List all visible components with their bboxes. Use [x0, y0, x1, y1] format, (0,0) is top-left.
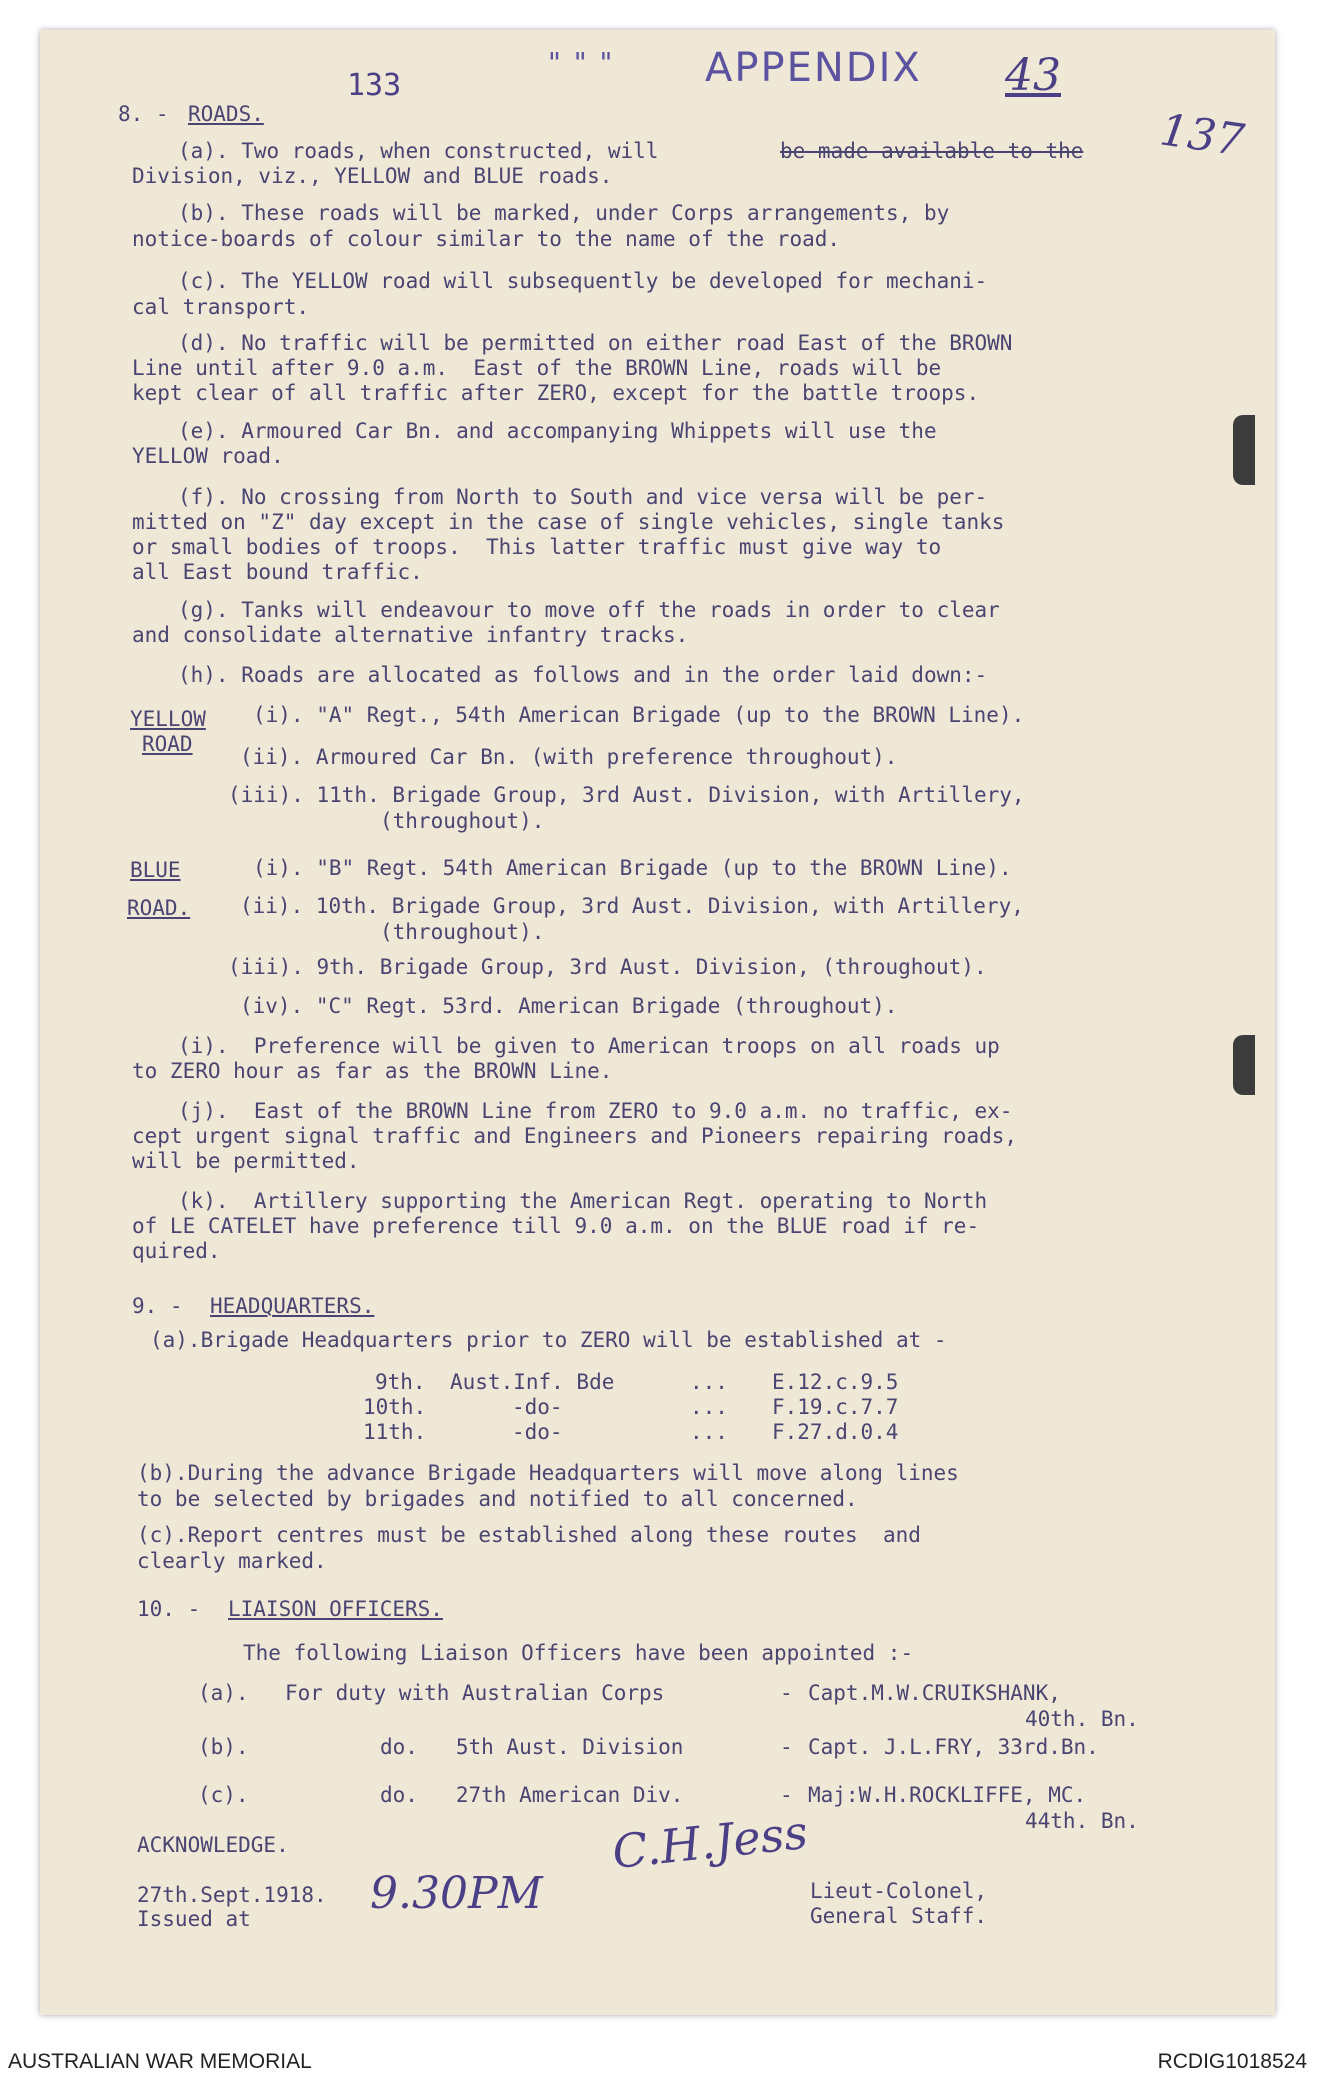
- liaison-duty: do. 5th Aust. Division: [380, 1735, 684, 1759]
- archive-credit: AUSTRALIAN WAR MEMORIAL: [8, 2050, 312, 2073]
- signatory-staff: General Staff.: [810, 1904, 988, 1928]
- hq-type: Aust.Inf. Bde: [450, 1370, 615, 1394]
- folio-number: 137: [1156, 104, 1248, 167]
- yellow-road-label-2: ROAD: [142, 732, 193, 756]
- section-10-title: LIAISON OFFICERS.: [228, 1597, 443, 1621]
- para-8b-line2: notice-boards of colour similar to the name of the road.: [132, 227, 841, 251]
- para-8k-line2: of LE CATELET have preference till 9.0 a.m. on the BLUE road if re-: [132, 1214, 980, 1238]
- blue-item-2: (ii). 10th. Brigade Group, 3rd Aust. Division, with Artillery,: [240, 894, 1024, 918]
- para-8k-line3: quired.: [132, 1239, 221, 1263]
- issue-time-handwritten: 9.30PM: [370, 1868, 543, 1919]
- para-8g-line1: (g). Tanks will endeavour to move off the roads in order to clear: [178, 598, 1000, 622]
- para-9a: (a).Brigade Headquarters prior to ZERO will be established at -: [150, 1328, 947, 1352]
- liaison-officer: Capt. J.L.FRY, 33rd.Bn.: [808, 1735, 1099, 1759]
- hq-dots: ...: [690, 1395, 728, 1419]
- blue-item-4: (iv). "C" Regt. 53rd. American Brigade (throughout).: [240, 994, 898, 1018]
- liaison-letter: (b).: [198, 1735, 249, 1759]
- para-8h: (h). Roads are allocated as follows and in the order laid down:-: [178, 663, 988, 687]
- para-8a-line2: Division, viz., YELLOW and BLUE roads.: [132, 164, 613, 188]
- page-number: 133: [347, 68, 402, 103]
- appendix-stamp: APPENDIX: [705, 45, 922, 91]
- para-8c-line1: (c). The YELLOW road will subsequently be developed for mechani-: [178, 269, 988, 293]
- para-8j-line2: cept urgent signal traffic and Engineers and Pioneers repairing roads,: [132, 1124, 1018, 1148]
- para-9c-line1: (c).Report centres must be established along these routes and: [137, 1523, 921, 1547]
- page-tab: [1233, 415, 1255, 485]
- para-8g-line2: and consolidate alternative infantry tracks.: [132, 623, 689, 647]
- yellow-item-3-cont: (throughout).: [380, 809, 545, 833]
- stamp-marks: " " ": [548, 46, 615, 79]
- para-8i-line1: (i). Preference will be given to American troops on all roads up: [178, 1034, 1000, 1058]
- para-8b-line1: (b). These roads will be marked, under Corps arrangements, by: [178, 201, 950, 225]
- liaison-letter: (c).: [198, 1783, 249, 1807]
- para-8k-line1: (k). Artillery supporting the American Regt. operating to North: [178, 1189, 988, 1213]
- blue-road-label-1: BLUE: [130, 858, 181, 882]
- liaison-dash: -: [780, 1681, 793, 1705]
- section-8-title: ROADS.: [188, 102, 264, 126]
- para-8i-line2: to ZERO hour as far as the BROWN Line.: [132, 1059, 613, 1083]
- issued-at-label: Issued at: [137, 1907, 251, 1931]
- signature: C.H.Jess: [609, 1804, 811, 1880]
- liaison-unit: 40th. Bn.: [1025, 1707, 1139, 1731]
- liaison-duty: For duty with Australian Corps: [285, 1681, 665, 1705]
- hq-ref: E.12.c.9.5: [772, 1370, 899, 1394]
- para-8c-line2: cal transport.: [132, 295, 310, 319]
- para-8f-line2: mitted on "Z" day except in the case of single vehicles, single tanks: [132, 510, 1005, 534]
- hq-unit: 10th.: [363, 1395, 427, 1419]
- liaison-officer: Capt.M.W.CRUIKSHANK,: [808, 1681, 1061, 1705]
- yellow-item-1: (i). "A" Regt., 54th American Brigade (up to the BROWN Line).: [253, 703, 1025, 727]
- para-8a-line1: (a). Two roads, when constructed, will: [178, 139, 672, 163]
- para-8d-line3: kept clear of all traffic after ZERO, except for the battle troops.: [132, 381, 980, 405]
- section-8-number: 8. -: [118, 102, 169, 126]
- hq-type: -do-: [512, 1395, 563, 1419]
- hq-dots: ...: [690, 1420, 728, 1444]
- hq-ref: F.27.d.0.4: [772, 1420, 899, 1444]
- section-9-title: HEADQUARTERS.: [210, 1294, 375, 1318]
- para-8d-line2: Line until after 9.0 a.m. East of the BROWN Line, roads will be: [132, 356, 942, 380]
- liaison-officer: Maj:W.H.ROCKLIFFE, MC.: [808, 1783, 1087, 1807]
- blue-item-2-cont: (throughout).: [380, 920, 545, 944]
- hq-dots: ...: [690, 1370, 728, 1394]
- issue-date: 27th.Sept.1918.: [137, 1883, 327, 1907]
- para-8j-line3: will be permitted.: [132, 1149, 360, 1173]
- yellow-road-label-1: YELLOW: [130, 707, 206, 731]
- liaison-letter: (a).: [198, 1681, 249, 1705]
- para-8e-line2: YELLOW road.: [132, 444, 284, 468]
- archive-id: RCDIG1018524: [1157, 2050, 1307, 2073]
- blue-item-3: (iii). 9th. Brigade Group, 3rd Aust. Division, (throughout).: [228, 955, 987, 979]
- blue-item-1: (i). "B" Regt. 54th American Brigade (up to the BROWN Line).: [253, 856, 1012, 880]
- blue-road-label-2: ROAD.: [127, 896, 191, 920]
- para-8d-line1: (d). No traffic will be permitted on either road East of the BROWN: [178, 331, 1013, 355]
- yellow-item-3: (iii). 11th. Brigade Group, 3rd Aust. Division, with Artillery,: [228, 783, 1025, 807]
- acknowledge-label: ACKNOWLEDGE.: [137, 1833, 289, 1857]
- liaison-unit: 44th. Bn.: [1025, 1809, 1139, 1833]
- hq-ref: F.19.c.7.7: [772, 1395, 899, 1419]
- para-8f-line1: (f). No crossing from North to South and vice versa will be per-: [178, 485, 988, 509]
- liaison-dash: -: [780, 1783, 793, 1807]
- para-8f-line4: all East bound traffic.: [132, 560, 423, 584]
- liaison-duty: do. 27th American Div.: [380, 1783, 684, 1807]
- section-9-number: 9. -: [132, 1294, 183, 1318]
- para-8f-line3: or small bodies of troops. This latter traffic must give way to: [132, 535, 942, 559]
- hq-unit: 9th.: [375, 1370, 426, 1394]
- para-9b-line2: to be selected by brigades and notified to all concerned.: [137, 1487, 858, 1511]
- hq-unit: 11th.: [363, 1420, 427, 1444]
- liaison-intro: The following Liaison Officers have been appointed :-: [243, 1641, 914, 1665]
- section-10-number: 10. -: [137, 1597, 201, 1621]
- para-8j-line1: (j). East of the BROWN Line from ZERO to 9.0 a.m. no traffic, ex-: [178, 1099, 1013, 1123]
- para-9c-line2: clearly marked.: [137, 1549, 327, 1573]
- para-9b-line1: (b).During the advance Brigade Headquarters will move along lines: [137, 1461, 959, 1485]
- signatory-rank: Lieut-Colonel,: [810, 1879, 988, 1903]
- hq-type: -do-: [512, 1420, 563, 1444]
- para-8a-struck: be made available to the: [780, 139, 1084, 163]
- para-8e-line1: (e). Armoured Car Bn. and accompanying Whippets will use the: [178, 419, 937, 443]
- appendix-number: 43: [1005, 50, 1061, 101]
- page-tab: [1233, 1035, 1255, 1095]
- liaison-dash: -: [780, 1735, 793, 1759]
- yellow-item-2: (ii). Armoured Car Bn. (with preference throughout).: [240, 745, 898, 769]
